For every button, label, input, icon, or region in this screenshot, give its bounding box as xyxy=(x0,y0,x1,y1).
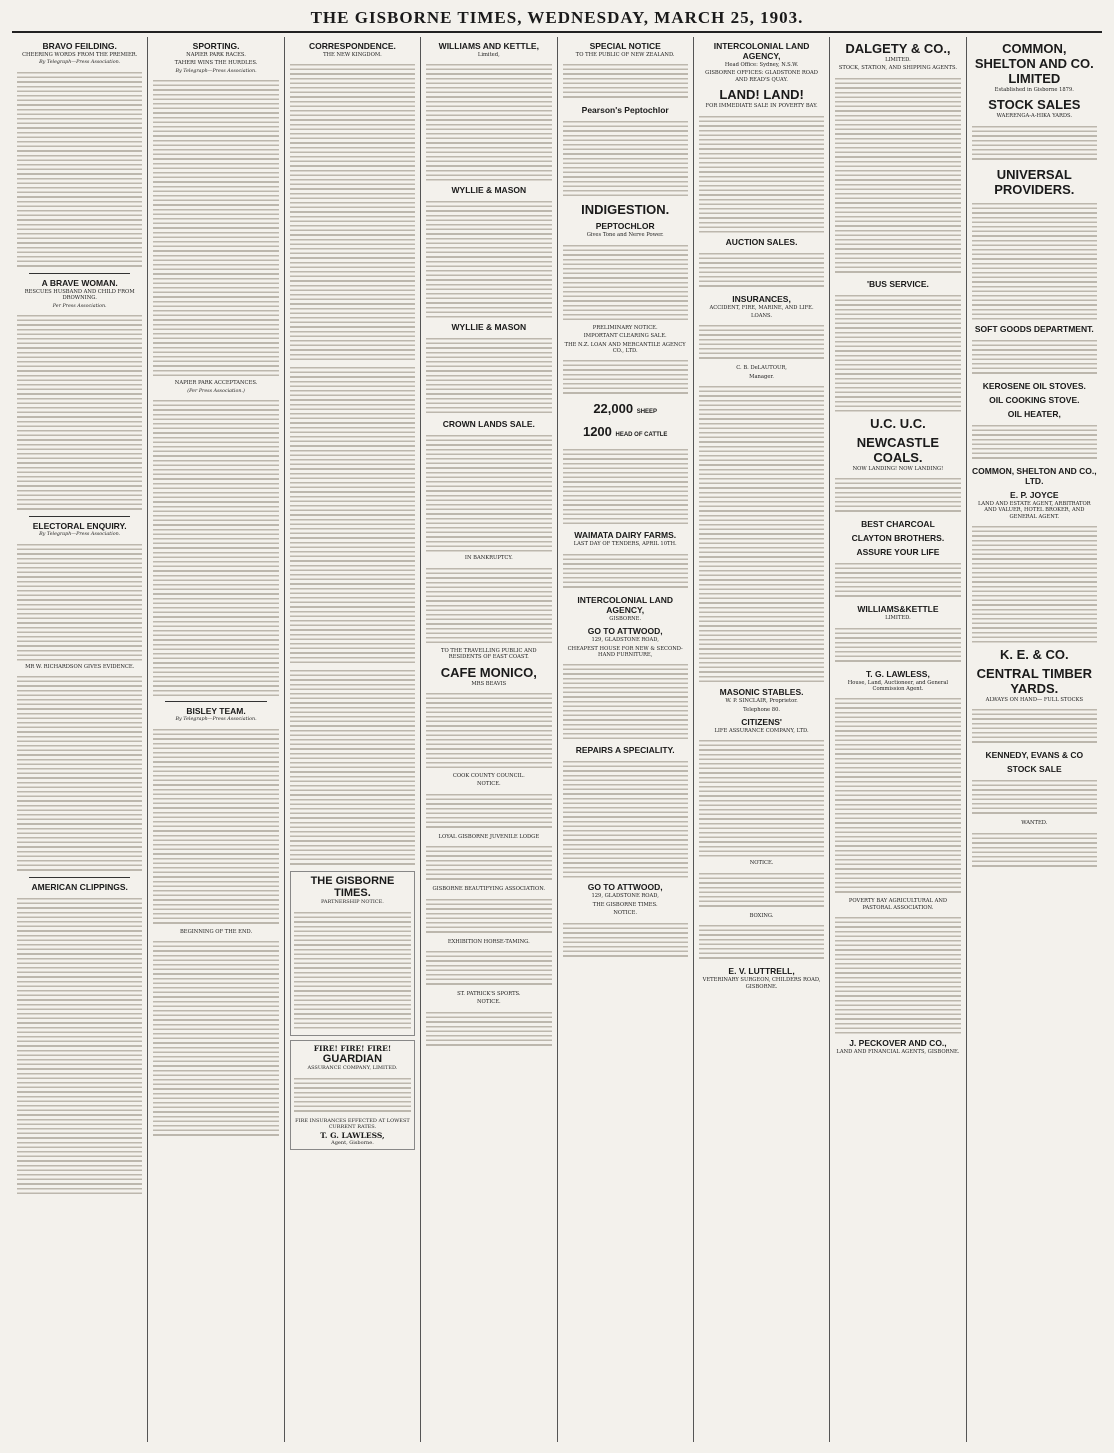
ad-title: E. P. JOYCE xyxy=(1010,489,1059,500)
ad-title: OIL COOKING STOVE. xyxy=(989,394,1080,405)
ad-subtitle: GISBORNE OFFICES: GLADSTONE ROAD AND READ'S QUAY. xyxy=(705,70,818,83)
ad-subtitle: THE GISBORNE TIMES. xyxy=(592,901,658,908)
divider xyxy=(29,273,130,274)
ad-text xyxy=(972,422,1097,462)
ad-text xyxy=(426,198,551,318)
ad-title: CENTRAL TIMBER YARDS. xyxy=(976,666,1092,697)
ad-text xyxy=(835,914,960,1034)
cattle-count xyxy=(563,424,688,443)
byline: By Telegraph—Press Association. xyxy=(175,68,257,74)
ad-subtitle: FIRE INSURANCES EFFECTED AT LOWEST CURRENT RATES. xyxy=(295,1117,410,1131)
ad-title: STOCK SALES xyxy=(988,97,1081,113)
ad-text xyxy=(563,357,688,397)
subheadline: BEGINNING OF THE END. xyxy=(180,929,253,935)
article-text xyxy=(17,673,142,873)
ad-title: ASSURE YOUR LIFE xyxy=(856,547,940,558)
classified-ads xyxy=(699,383,824,683)
ad-title: KENNEDY, EVANS & CO xyxy=(985,750,1084,761)
sheep-count xyxy=(563,401,688,420)
count-label: HEAD OF CATTLE xyxy=(615,432,668,439)
ad-subtitle: NOTICE. xyxy=(613,910,638,917)
count-number: 22,000 xyxy=(593,401,634,417)
ad-title: UNIVERSAL PROVIDERS. xyxy=(994,166,1075,197)
ad-text xyxy=(563,118,688,198)
headline: CORRESPONDENCE. xyxy=(308,41,396,51)
ad-text xyxy=(972,200,1097,320)
ad-subtitle: GISBORNE BEAUTIFYING ASSOCIATION. xyxy=(432,886,546,893)
subheadline: TAHERI WINS THE HURDLES. xyxy=(174,60,258,67)
ad-text xyxy=(426,896,551,936)
ad-subtitle: ASSURANCE COMPANY, LIMITED. xyxy=(307,1065,398,1071)
divider xyxy=(29,516,130,517)
ad-title: KEROSENE OIL STOVES. xyxy=(982,380,1086,391)
guardian-insurance-ad xyxy=(290,1040,415,1150)
article-text xyxy=(17,69,142,269)
ad-title: FIRE! FIRE! FIRE! xyxy=(313,1044,392,1053)
ad-text xyxy=(563,61,688,101)
ad-text xyxy=(563,242,688,322)
byline: By Telegraph—Press Association. xyxy=(39,60,121,66)
ad-subtitle: TO THE TRAVELLING PUBLIC AND RESIDENTS OF EAST COAST. xyxy=(441,647,537,661)
ad-text xyxy=(835,475,960,515)
subheadline: RESCUES HUSBAND AND CHILD FROM DROWNING. xyxy=(24,289,135,302)
column-6 xyxy=(694,37,830,1442)
ad-title: DALGETY & CO., xyxy=(845,41,951,56)
ad-subtitle: WANTED. xyxy=(1021,820,1048,827)
article-text xyxy=(17,541,142,661)
ad-title: SPECIAL NOTICE xyxy=(589,41,661,51)
ad-subtitle: ST. PATRICK'S SPORTS. xyxy=(457,991,521,998)
ad-text xyxy=(426,1009,551,1049)
ad-subtitle: GISBORNE. xyxy=(609,615,642,622)
subheadline: NAPIER PARK RACES. xyxy=(186,52,246,58)
column-2 xyxy=(148,37,284,1442)
ad-title: INTERCOLONIAL LAND AGENCY, xyxy=(577,594,674,615)
count-label: SHEEP xyxy=(636,409,658,416)
column-1 xyxy=(12,37,148,1442)
ad-text xyxy=(426,61,551,181)
ad-title: U.C. U.C. xyxy=(870,415,926,431)
subheadline: CHEERING WORDS FROM THE PREMIER. xyxy=(22,52,138,58)
ad-title: Pearson's Peptochlor xyxy=(581,105,669,116)
ad-text xyxy=(972,123,1097,163)
ad-title: GO TO ATTWOOD, xyxy=(587,626,663,637)
ad-subtitle: POVERTY BAY AGRICULTURAL AND PASTORAL ASSOCIATION. xyxy=(848,898,948,911)
ad-title: AUCTION SALES. xyxy=(725,236,798,247)
ad-subtitle: NOW LANDING! NOW LANDING! xyxy=(852,465,944,472)
ad-title: OIL HEATER, xyxy=(1007,408,1061,419)
agent-name: C. B. DeLAUTOUR, xyxy=(736,365,787,372)
column-3 xyxy=(285,37,421,1442)
ad-text xyxy=(563,920,688,960)
ad-text xyxy=(699,922,824,962)
ad-title: GO TO ATTWOOD, xyxy=(587,882,663,893)
column-5 xyxy=(558,37,694,1442)
ad-subtitle: VETERINARY SURGEON, CHILDERS ROAD, GISBORNE. xyxy=(702,977,821,990)
ad-subtitle: Head Office: Sydney, N.S.W. xyxy=(724,62,799,68)
ad-subtitle: NOTICE. xyxy=(749,860,774,867)
column-8 xyxy=(967,37,1102,1442)
ad-text xyxy=(972,706,1097,746)
subheadline: MR W. RICHARDSON GIVES EVIDENCE. xyxy=(25,664,135,670)
ad-title: STOCK SALE xyxy=(1006,764,1062,775)
headline: SPORTING. xyxy=(192,41,240,51)
headline: AMERICAN CLIPPINGS. xyxy=(31,882,128,893)
ad-title: COMMON, SHELTON AND CO., LTD. xyxy=(972,465,1097,486)
ad-subtitle: FOR IMMEDIATE SALE IN POVERTY BAY. xyxy=(705,103,818,110)
ad-title: LAND! LAND! xyxy=(719,87,804,103)
ad-subtitle: PARTNERSHIP NOTICE. xyxy=(320,899,384,906)
article-text xyxy=(153,77,278,377)
ad-subtitle: IN BANKRUPTCY. xyxy=(464,555,513,562)
ad-text xyxy=(835,75,960,275)
letter-text xyxy=(290,61,415,361)
property-listing xyxy=(835,695,960,895)
byline: (Per Press Association.) xyxy=(187,388,245,394)
ad-title: WYLLIE & MASON xyxy=(451,322,527,333)
masthead: THE GISBORNE TIMES, WEDNESDAY, MARCH 25, 1903. xyxy=(12,8,1102,33)
ad-subtitle: THE N.Z. LOAN AND MERCANTILE AGENCY CO., LTD. xyxy=(564,341,686,355)
article-text xyxy=(290,364,415,664)
ad-title: T. G. LAWLESS, xyxy=(866,668,930,679)
ad-text xyxy=(699,322,824,362)
ad-subtitle: NOTICE. xyxy=(476,781,501,788)
ad-text xyxy=(972,523,1097,643)
ad-subtitle: 129, GLADSTONE ROAD, xyxy=(591,637,659,644)
ad-subtitle: ALWAYS ON HAND— FULL STOCKS xyxy=(985,697,1084,704)
ad-title: SOFT GOODS DEPARTMENT. xyxy=(974,323,1094,334)
agent-role: Manager. xyxy=(749,373,774,380)
ad-title: WAIMATA DAIRY FARMS. xyxy=(574,530,677,541)
ad-text xyxy=(563,551,688,591)
ad-text xyxy=(972,777,1097,817)
byline: By Telegraph—Press Association. xyxy=(39,532,121,538)
partnership-notice xyxy=(290,871,415,1036)
ad-text xyxy=(563,758,688,878)
ad-title: INTERCOLONIAL LAND AGENCY, xyxy=(713,41,810,61)
ad-subtitle: MRS BEAVIS xyxy=(471,680,507,687)
ad-title: REPAIRS A SPECIALITY. xyxy=(575,745,675,756)
ad-subtitle: LAND AND ESTATE AGENT, ARBITRATOR AND VALUER, HOTEL BROKER, AND GENERAL AGENT. xyxy=(977,500,1091,520)
ad-text xyxy=(426,335,551,415)
subheadline: THE NEW KINGDOM. xyxy=(323,52,382,58)
ad-text xyxy=(426,432,551,552)
article-text xyxy=(153,938,278,1138)
ad-subtitle: W. P. SINCLAIR, Proprietor. xyxy=(725,698,798,705)
ad-title: INDIGESTION. xyxy=(581,202,670,218)
ad-title: CAFE MONICO, xyxy=(440,664,537,680)
ad-text xyxy=(972,830,1097,870)
timetable xyxy=(835,292,960,412)
ad-subtitle: TO THE PUBLIC OF NEW ZEALAND. xyxy=(575,52,675,58)
ad-text xyxy=(294,1075,411,1115)
ad-subtitle: EXHIBITION HORSE-TAMING. xyxy=(447,938,530,945)
article-text xyxy=(17,312,142,512)
article-text xyxy=(17,895,142,1195)
ad-text xyxy=(835,625,960,665)
ad-text xyxy=(563,446,688,526)
ad-title: WYLLIE & MASON xyxy=(451,185,527,196)
ad-subtitle: LIMITED. xyxy=(885,615,911,622)
ad-title: MASONIC STABLES. xyxy=(719,687,804,698)
agent-role: Agent, Gisborne. xyxy=(331,1139,374,1146)
telephone: Telephone 80. xyxy=(743,706,781,713)
ad-subtitle: PRELIMINARY NOTICE. xyxy=(592,324,658,331)
subheadline: NAPIER PARK ACCEPTANCES. xyxy=(174,380,258,387)
ad-title: K. E. & CO. xyxy=(1000,647,1069,663)
ad-subtitle: LIFE ASSURANCE COMPANY, LTD. xyxy=(714,728,809,735)
ad-subtitle: 129, GLADSTONE ROAD, xyxy=(591,893,659,900)
ad-title: BEST CHARCOAL xyxy=(861,519,935,530)
ad-title: GUARDIAN xyxy=(322,1053,383,1065)
columns xyxy=(12,37,1102,1442)
newspaper-page xyxy=(12,0,1102,1448)
ad-subtitle: IMPORTANT CLEARING SALE. xyxy=(583,333,667,340)
ad-title: CLAYTON BROTHERS. xyxy=(851,533,945,544)
ad-title: WILLIAMS&KETTLE xyxy=(857,604,939,615)
ad-subtitle: STOCK, STATION, AND SHIPPING AGENTS. xyxy=(838,65,958,72)
ad-title: E. V. LUTTRELL, xyxy=(728,966,795,977)
ad-text xyxy=(699,250,824,290)
ad-title: J. PECKOVER AND CO., xyxy=(849,1038,947,1049)
divider xyxy=(165,701,266,702)
byline: Per Press Association. xyxy=(52,303,107,309)
ad-title: NEWCASTLE COALS. xyxy=(856,434,940,465)
column-7 xyxy=(830,37,966,1442)
ad-subtitle: LAND AND FINANCIAL AGENTS, GISBORNE. xyxy=(836,1049,960,1056)
divider xyxy=(29,877,130,878)
ad-text xyxy=(699,737,824,857)
ad-text xyxy=(699,870,824,910)
ad-subtitle: NOTICE. xyxy=(476,999,501,1006)
ad-title: 'BUS SERVICE. xyxy=(867,278,929,289)
article-text xyxy=(153,397,278,697)
headline: BISLEY TEAM. xyxy=(186,706,246,717)
ad-subtitle: LAST DAY OF TENDERS, APRIL 10TH. xyxy=(573,541,677,548)
ad-text xyxy=(426,843,551,883)
headline: A BRAVE WOMAN. xyxy=(41,278,118,288)
ad-title: WILLIAMS AND KETTLE, xyxy=(438,41,539,51)
agent-name: T. G. LAWLESS, xyxy=(320,1130,385,1140)
ad-subtitle: WAERENGA-A-HIKA YARDS. xyxy=(996,113,1073,120)
ad-text xyxy=(426,948,551,988)
notice-text xyxy=(294,909,411,1029)
count-number: 1200 xyxy=(582,424,612,440)
land-listing xyxy=(699,113,824,233)
ad-subtitle: LIMITED. xyxy=(885,57,911,63)
article-text xyxy=(153,726,278,926)
ad-subtitle: BOXING. xyxy=(749,912,774,919)
ad-title: CITIZENS' xyxy=(741,717,782,728)
headline: ELECTORAL ENQUIRY. xyxy=(32,521,127,532)
ad-title: THE GISBORNE TIMES. xyxy=(310,875,395,900)
ad-subtitle: COOK COUNTY COUNCIL. xyxy=(452,773,525,780)
ad-title: COMMON, SHELTON AND CO. LIMITED xyxy=(974,41,1094,86)
ad-subtitle: LOANS. xyxy=(751,313,773,320)
column-4 xyxy=(421,37,557,1442)
ad-subtitle: LOYAL GISBORNE JUVENILE LODGE xyxy=(438,833,540,840)
ad-text xyxy=(563,661,688,741)
ad-subtitle: House, Land, Auctioneer, and General Commission Agent. xyxy=(847,679,949,693)
ad-text xyxy=(835,560,960,600)
ad-subtitle: Established in Gisborne 1879. xyxy=(994,87,1074,93)
article-text xyxy=(290,667,415,867)
byline: By Telegraph—Press Association. xyxy=(175,717,257,723)
ad-title: CROWN LANDS SALE. xyxy=(442,419,535,430)
ad-text xyxy=(426,690,551,770)
ad-subtitle: ACCIDENT, FIRE, MARINE, AND LIFE. xyxy=(709,304,814,311)
ad-subtitle: Gives Tone and Nerve Power. xyxy=(586,232,664,239)
ad-text xyxy=(972,337,1097,377)
headline: BRAVO FEILDING. xyxy=(42,41,117,51)
ad-text xyxy=(426,565,551,645)
ad-text xyxy=(426,791,551,831)
ad-subtitle: CHEAPEST HOUSE FOR NEW & SECOND-HAND FURNITURE, xyxy=(567,645,683,659)
ad-title: INSURANCES, xyxy=(732,293,791,304)
ad-title: PEPTOCHLOR xyxy=(595,221,655,232)
ad-subtitle: Limited, xyxy=(477,52,500,58)
